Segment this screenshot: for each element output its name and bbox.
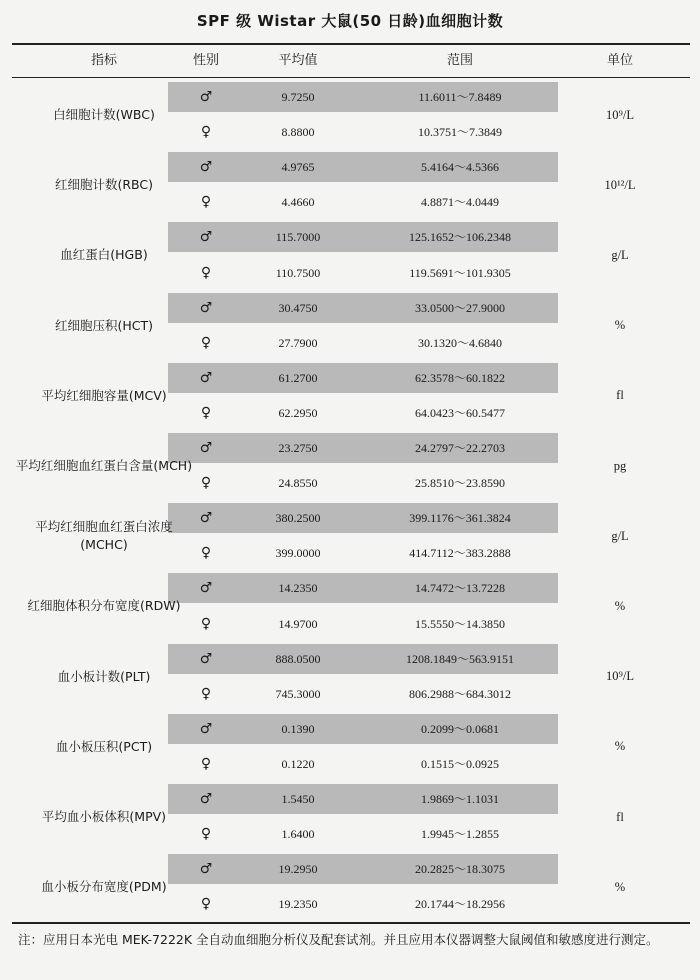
male-mean: 14.2350: [278, 581, 318, 596]
female-mean: 24.8550: [278, 476, 318, 491]
female-mean: 62.2950: [278, 405, 318, 420]
male-range: 20.2825～18.3075: [414, 862, 505, 877]
male-symbol-icon: ♂: [199, 580, 213, 597]
male-mean: 9.7250: [281, 90, 315, 104]
header-rule: [12, 77, 690, 78]
male-mean: 0.1390: [281, 721, 315, 736]
female-mean: 4.4660: [281, 195, 315, 210]
header-unit: 单位: [606, 53, 633, 68]
female-range: 414.7112～383.2888: [409, 546, 511, 561]
indicator-name: 白细胞计数(WBC): [53, 107, 155, 123]
female-range: 0.1515～0.0925: [420, 756, 499, 771]
indicator-name: 红细胞体积分布宽度(RDW): [27, 598, 181, 614]
indicator-name: 血小板分布宽度(PDM): [41, 879, 167, 895]
male-symbol-icon: ♂: [199, 159, 213, 176]
female-symbol-icon: ♀: [200, 475, 212, 492]
male-range: 11.6011～7.8489: [418, 90, 502, 104]
female-symbol-icon: ♀: [200, 334, 212, 351]
header-mean: 平均值: [278, 53, 318, 68]
female-range: 119.5691～101.9305: [409, 265, 511, 280]
male-mean: 1.5450: [281, 792, 315, 806]
header-range: 范围: [446, 53, 473, 68]
header-sex: 性别: [192, 53, 219, 68]
unit-value: g/L: [611, 247, 629, 262]
table-title: SPF 级 Wistar 大鼠(50 日龄)血细胞计数: [196, 12, 504, 30]
indicator-name: 血小板计数(PLT): [57, 668, 151, 684]
indicator-name: 平均红细胞血红蛋白含量(MCH): [15, 458, 193, 474]
male-range: 24.2797～22.2703: [414, 441, 505, 455]
female-mean: 110.7500: [275, 265, 321, 280]
male-mean: 115.7000: [275, 230, 321, 245]
male-mean: 380.2500: [275, 511, 321, 526]
female-symbol-icon: ♀: [200, 264, 212, 281]
indicator-name: 红细胞计数(RBC): [54, 177, 154, 193]
unit-value: %: [614, 598, 626, 613]
unit-value: g/L: [611, 528, 629, 543]
unit-value: fl: [616, 809, 624, 824]
female-mean: 0.1220: [281, 756, 315, 771]
indicator-name: 红细胞压积(HCT): [54, 317, 154, 333]
male-symbol-icon: ♂: [199, 791, 213, 807]
male-mean: 30.4750: [278, 300, 318, 315]
table-note: 注：应用日本光电 MEK-7222K 全自动血细胞分析仪及配套试剂。并且应用本仪器调整大鼠阈值和敏感度进行测定。: [18, 932, 659, 947]
male-range: 33.0500～27.9000: [414, 300, 505, 315]
indicator-name: 血小板压积(PCT): [55, 738, 153, 754]
male-symbol-icon: ♂: [199, 720, 213, 737]
male-mean: 61.2700: [278, 370, 318, 385]
unit-value: %: [614, 318, 626, 333]
female-symbol-icon: ♀: [200, 755, 212, 772]
female-symbol-icon: ♀: [200, 896, 212, 913]
female-symbol-icon: ♀: [200, 194, 212, 211]
male-symbol-icon: ♂: [199, 510, 213, 527]
female-range: 30.1320～4.6840: [417, 335, 502, 350]
male-range: 1208.1849～563.9151: [405, 651, 514, 666]
female-range: 64.0423～60.5477: [414, 405, 505, 420]
male-mean: 4.9765: [281, 160, 315, 175]
female-mean: 1.6400: [281, 827, 315, 842]
indicator-name: 血红蛋白(HGB): [60, 247, 148, 263]
unit-value: 10⁹/L: [606, 107, 634, 122]
female-symbol-icon: ♀: [200, 615, 212, 632]
unit-value: %: [614, 879, 626, 894]
female-range: 25.8510～23.8590: [414, 476, 505, 491]
unit-value: 10⁹/L: [606, 669, 634, 684]
male-symbol-icon: ♂: [199, 369, 213, 386]
female-range: 20.1744～18.2956: [414, 897, 505, 912]
male-symbol-icon: ♂: [199, 229, 213, 246]
header-indicator: 指标: [90, 53, 117, 68]
female-range: 15.5550～14.3850: [414, 616, 505, 631]
female-range: 4.8871～4.0449: [420, 195, 499, 210]
male-range: 0.2099～0.0681: [420, 721, 499, 736]
indicator-name: 平均血小板体积(MPV): [41, 809, 167, 825]
indicator-name: 平均红细胞容量(MCV): [41, 387, 167, 403]
female-mean: 745.3000: [275, 686, 321, 701]
male-range: 1.9869～1.1031: [420, 792, 499, 806]
female-mean: 399.0000: [275, 546, 321, 561]
female-symbol-icon: ♀: [200, 404, 212, 421]
female-range: 10.3751～7.3849: [417, 125, 502, 140]
unit-value: 10¹²/L: [604, 177, 636, 192]
female-mean: 14.9700: [278, 616, 318, 631]
male-mean: 23.2750: [278, 441, 318, 455]
unit-value: pg: [613, 458, 627, 473]
male-symbol-icon: ♂: [199, 299, 213, 316]
unit-value: fl: [616, 388, 624, 403]
unit-value: %: [614, 739, 626, 754]
male-symbol-icon: ♂: [199, 89, 213, 105]
male-range: 399.1176～361.3824: [409, 511, 511, 526]
male-range: 5.4164～4.5366: [420, 160, 499, 175]
female-symbol-icon: ♀: [200, 545, 212, 562]
male-range: 62.3578～60.1822: [414, 370, 505, 385]
top-rule: [12, 43, 690, 45]
male-symbol-icon: ♂: [199, 650, 213, 667]
male-range: 125.1652～106.2348: [408, 230, 511, 245]
female-symbol-icon: ♀: [200, 124, 212, 141]
bottom-rule: [12, 922, 690, 924]
female-range: 806.2988～684.3012: [408, 686, 511, 701]
male-range: 14.7472～13.7228: [414, 581, 505, 596]
male-mean: 19.2950: [278, 862, 318, 877]
indicator-name: 平均红细胞血红蛋白浓度(MCHC): [35, 519, 173, 553]
male-mean: 888.0500: [275, 651, 321, 666]
female-symbol-icon: ♀: [200, 685, 212, 702]
male-symbol-icon: ♂: [199, 861, 213, 878]
female-mean: 19.2350: [278, 897, 318, 912]
female-range: 1.9945～1.2855: [420, 827, 499, 842]
female-mean: 8.8800: [281, 125, 315, 140]
female-symbol-icon: ♀: [200, 826, 212, 843]
male-symbol-icon: ♂: [199, 440, 213, 456]
female-mean: 27.7900: [278, 335, 318, 350]
